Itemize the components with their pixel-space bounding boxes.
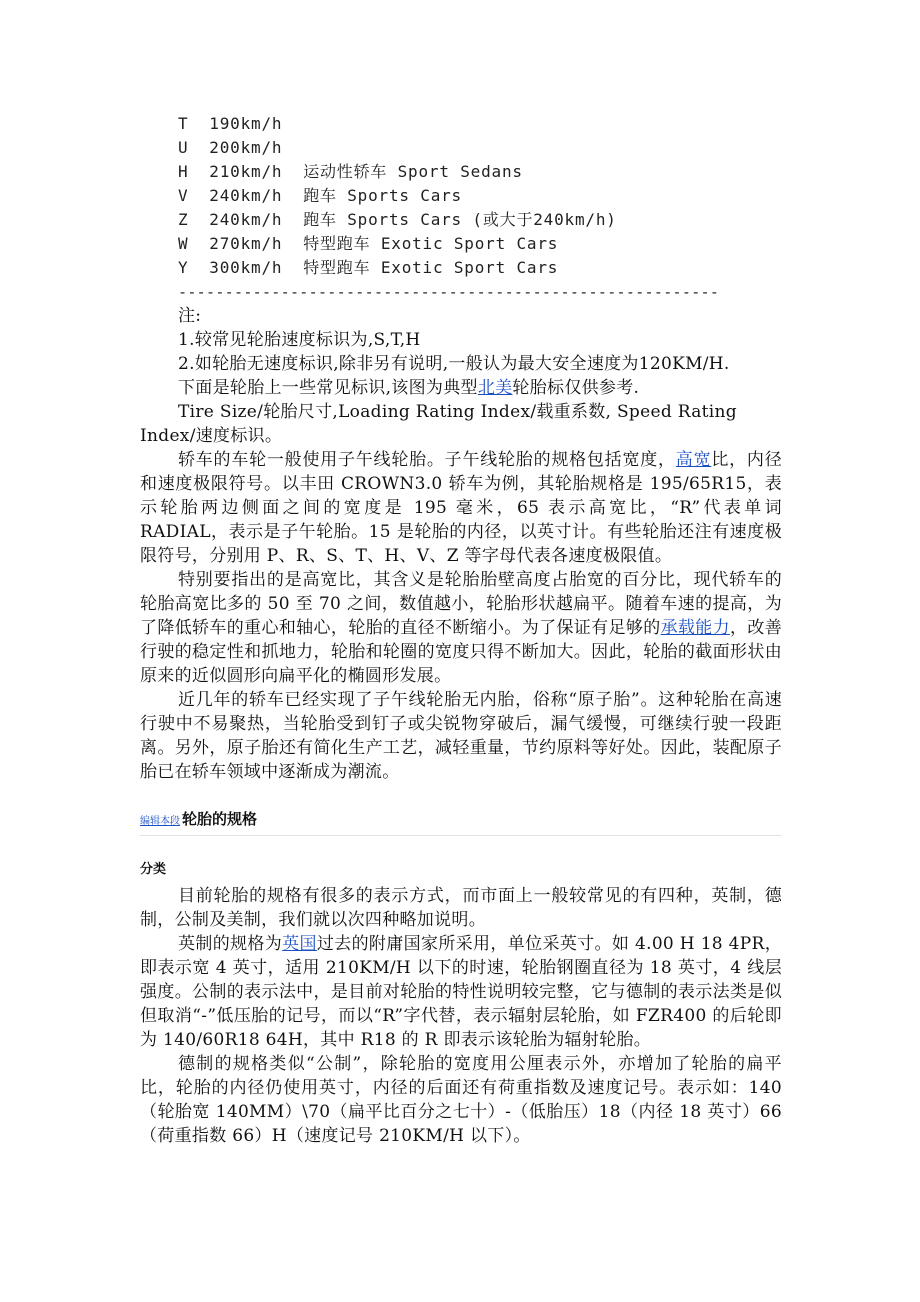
paragraph-aspect-ratio bbox=[140, 568, 782, 688]
paragraph-radial-tire bbox=[140, 448, 782, 568]
note-3-text-b: 轮胎标仅供参考. bbox=[512, 378, 640, 398]
para2-text-a: 特别要指出的是高宽比，其含义是轮胎胎壁高度占胎宽的百分比，现代轿车的轮胎高宽比多的 50 至 70 之间，数值越小，轮胎形状越扁平。随着车速的提高，为了降低轿车的重心和轴心，轮胎的直径不断缩小。为了保证有足够的 bbox=[140, 570, 782, 638]
section-header bbox=[140, 808, 782, 836]
para5-text-a: 英制的规格为 bbox=[178, 934, 283, 954]
note-4: Tire Size/轮胎尺寸,Loading Rating Index/载重系数, Speed Rating Index/速度标识。 bbox=[140, 402, 737, 446]
speed-row-w: W 270km/h 特型跑车 Exotic Sport Cars bbox=[178, 234, 559, 253]
speed-row-y: Y 300km/h 特型跑车 Exotic Sport Cars bbox=[178, 258, 559, 277]
paragraph-tubeless: 近几年的轿车已经实现了子午线轮胎无内胎，俗称“原子胎”。这种轮胎在高速行驶中不易聚热，当轮胎受到钉子或尖锐物穿破后，漏气缓慢，可继续行驶一段距离。另外，原子胎还有简化生产工艺，减轻重量，节约原料等好处。因此，装配原子胎已在轿车领域中逐渐成为潮流。 bbox=[140, 690, 782, 782]
speed-row-v: V 240km/h 跑车 Sports Cars bbox=[178, 186, 462, 205]
note-2: 2.如轮胎无速度标识,除非另有说明,一般认为最大安全速度为120KM/H. bbox=[178, 354, 730, 374]
paragraph-imperial bbox=[140, 932, 782, 1052]
para5-text-b: 过去的附庸国家所采用，单位采英寸。如 4.00 H 18 4PR，即表示宽 4 英寸，适用 210KM/H 以下的时速，轮胎钢圈直径为 18 英寸，4 线层强度。公制的表示法中，是目前对轮胎的特性说明较完整，它与德制的表示法类是似但取消“-”低压胎的记号，而以“R”字代替，表示辐射层轮胎，如 FZR400 的后轮即为 140/60R18 64H，其中 R18 的 R 即表示该轮胎为辐射轮胎。 bbox=[140, 934, 782, 1050]
para1-text-a: 轿车的车轮一般使用子午线轮胎。子午线轮胎的规格包括宽度， bbox=[178, 450, 676, 470]
speed-row-h: H 210km/h 运动性轿车 Sport Sedans bbox=[178, 162, 523, 181]
edit-section-link[interactable]: 编辑本段 bbox=[140, 816, 180, 827]
link-britain[interactable]: 英国 bbox=[282, 934, 317, 954]
paragraph-german: 德制的规格类似“公制”，除轮胎的宽度用公厘表示外，亦增加了轮胎的扁平比，轮胎的内径仍使用英寸，内径的后面还有荷重指数及速度记号。表示如：140（轮胎宽 140MM）\70（扁平比百分之七十）-（低胎压）18（内径 18 英寸）66（荷重指数 66）H（速度记号 210KM/H 以下）。 bbox=[140, 1054, 782, 1146]
paragraph-four-formats: 目前轮胎的规格有很多的表示方式，而市面上一般较常见的有四种，英制，德制，公制及美制，我们就以次四种略加说明。 bbox=[140, 886, 782, 930]
subsection-heading: 分类 bbox=[140, 862, 167, 877]
speed-row-u: U 200km/h bbox=[178, 138, 283, 157]
section-title: 轮胎的规格 bbox=[182, 810, 258, 828]
note-3-text-a: 下面是轮胎上一些常见标识,该图为典型 bbox=[178, 378, 478, 398]
para2-text-b: ，改善行驶的稳定性和抓地力，轮胎和轮圈的宽度只得不断加大。因此，轮胎的截面形状由原来的近似圆形向扁平化的椭圆形发展。 bbox=[140, 618, 783, 686]
article-body-top bbox=[140, 304, 782, 784]
link-north-america[interactable]: 北美 bbox=[477, 378, 513, 398]
para1-text-b: 比，内径和速度极限符号。以丰田 CROWN3.0 轿车为例，其轮胎规格是 195/65R15，表示轮胎两边侧面之间的宽度是 195 毫米，65 表示高宽比，“R”代表单词 RADIAL，表示是子午轮胎。15 是轮胎的内径，以英寸计。有些轮胎还注有速度极限符号，分别用 P、R、S、T、H、V、Z 等字母代表各速度极限值。 bbox=[140, 450, 782, 566]
speed-row-t: T 190km/h bbox=[178, 114, 283, 133]
link-aspect-ratio[interactable]: 高宽 bbox=[675, 450, 712, 470]
speed-row-z: Z 240km/h 跑车 Sports Cars (或大于240km/h) bbox=[178, 210, 617, 229]
note-1: 1.较常见轮胎速度标识为,S,T,H bbox=[178, 330, 421, 350]
article-body-bottom bbox=[140, 884, 782, 1148]
note-3 bbox=[140, 376, 782, 400]
notes-label: 注: bbox=[178, 306, 202, 326]
link-load-capacity[interactable]: 承载能力 bbox=[660, 618, 730, 638]
dashed-divider: ---------------------------------------------------------- bbox=[178, 283, 720, 301]
